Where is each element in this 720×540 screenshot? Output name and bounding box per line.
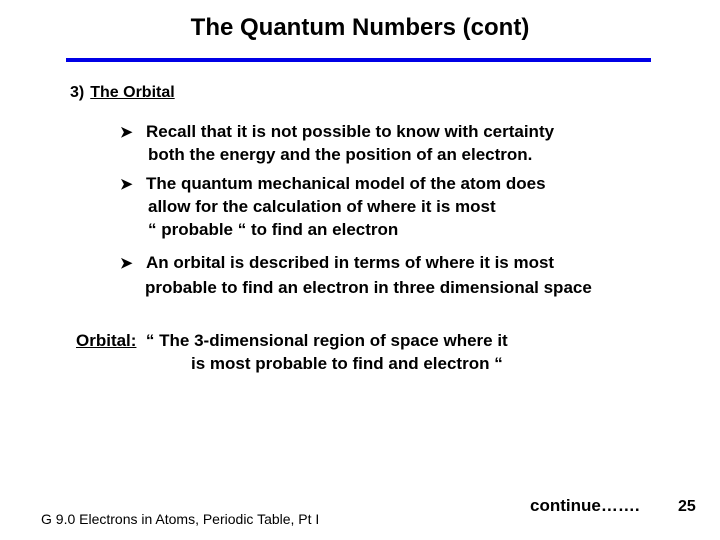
slide-title: The Quantum Numbers (cont) (190, 14, 530, 41)
bullet-3-line-1: An orbital is described in terms of where it is most (146, 253, 555, 272)
definition-line-1: “ The 3-dimensional region of space where it (145, 331, 508, 350)
orbital-definition (76, 329, 508, 352)
bullet-3 (120, 251, 554, 276)
bullet-1-line-1: Recall that it is not possible to know with certainty (146, 122, 555, 141)
bullet-2-line-2: allow for the calculation of where it is most (148, 197, 496, 216)
bullet-1 (120, 120, 554, 145)
section-title: The Orbital (90, 84, 175, 101)
section-number: 3) (70, 84, 85, 101)
footer-text: G 9.0 Electrons in Atoms, Periodic Table, Pt I (41, 511, 320, 527)
section-heading (70, 84, 175, 102)
continue-text: continue……. (530, 496, 640, 515)
arrow-bullet-icon: ➤ (120, 124, 133, 141)
bullet-2 (120, 172, 546, 197)
definition-term: Orbital: (76, 331, 137, 350)
arrow-bullet-icon: ➤ (120, 255, 133, 272)
bullet-1-line-2: both the energy and the position of an electron. (148, 145, 533, 164)
title-divider (66, 58, 651, 62)
page-number: 25 (678, 498, 696, 515)
bullet-2-line-1: The quantum mechanical model of the atom does (146, 174, 546, 193)
definition-line-2: is most probable to find and electron “ (191, 354, 503, 373)
bullet-3-line-2: probable to find an electron in three dimensional space (145, 278, 592, 297)
bullet-2-line-3: “ probable “ to find an electron (148, 220, 399, 239)
arrow-bullet-icon: ➤ (120, 176, 133, 193)
